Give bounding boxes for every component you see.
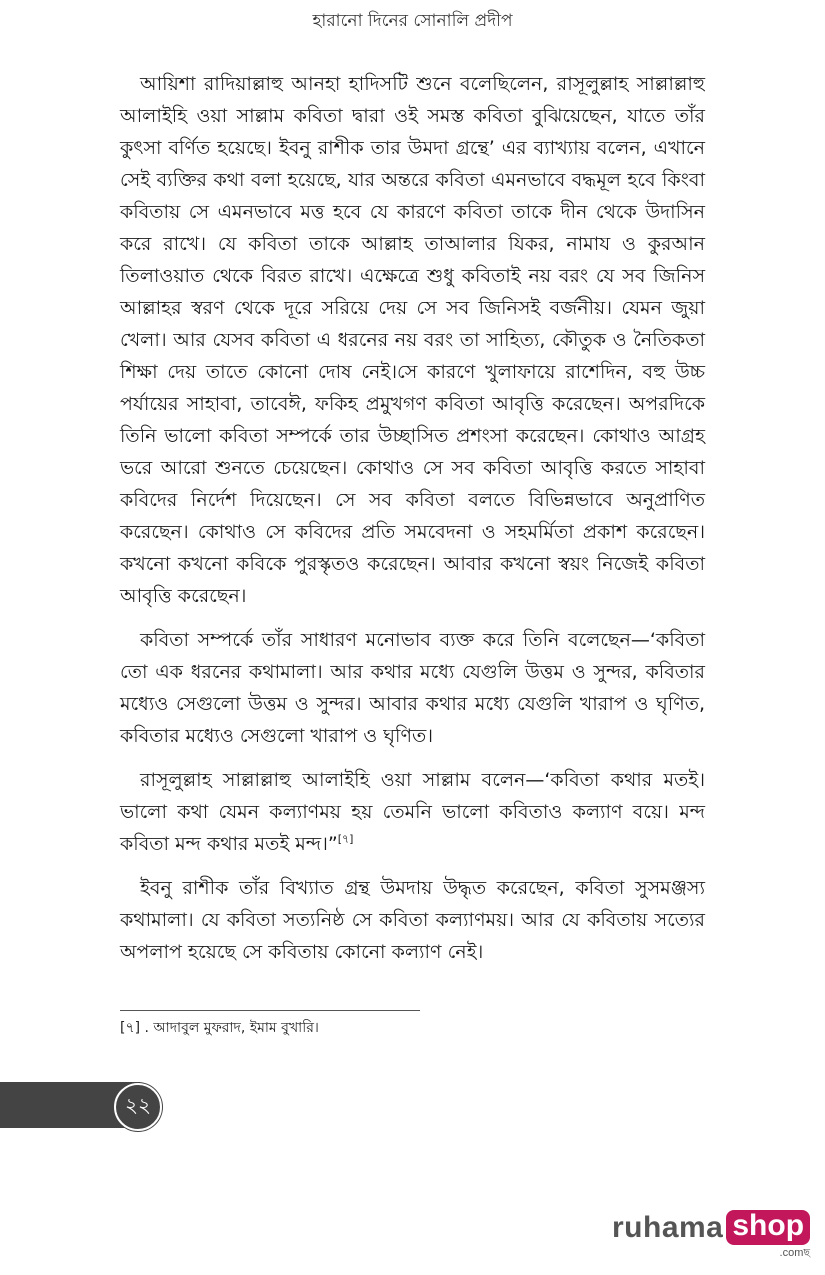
footnote: [৭] . আদাবুল মুফরাদ, ইমাম বুখারি। <box>120 1020 319 1036</box>
footnote-divider <box>120 1010 420 1011</box>
paragraph-3-text: রাসূলুল্লাহ সাল্লাল্লাহু আলাইহি ওয়া সাল্লাম বলেন—‘কবিতা কথার মতই। ভালো কথা যেমন কল্যাণময় হয় তেমনি ভালো কবিতাও কল্যাণ বয়ে। মন্দ কবিতা মন্দ কথার মতই মন্দ।” <box>120 769 705 855</box>
paragraph-3 <box>120 764 705 860</box>
logo-word: ruhama <box>612 1211 724 1244</box>
body-text <box>120 68 705 980</box>
paragraph-4: ইবনু রাশীক তাঁর বিখ্যাত গ্রন্থ উমদায় উদ্ধৃত করেছেন, কবিতা সুসমঞ্জস্য কথামালা। যে কবিতা সত্যনিষ্ঠ সে কবিতা কল্যাণময়। আর যে কবিতায় সত্যের অপলাপ হয়েছে সে কবিতায় কোনো কল্যাণ নেই। <box>120 877 705 963</box>
footnote-reference[interactable]: [৭] <box>337 832 354 846</box>
page-number: ২২ <box>114 1083 162 1131</box>
logo-shop-badge: shop <box>726 1210 810 1245</box>
logo-shop-block <box>726 1209 811 1259</box>
paragraph-2: কবিতা সম্পর্কে তাঁর সাধারণ মনোভাব ব্যক্ত করে তিনি বলেছেন—‘কবিতা তো এক ধরনের কথামালা। আর কথার মধ্যে যেগুলি উত্তম ও সুন্দর, কবিতার মধ্যেও সেগুলো উত্তম ও সুন্দর। আবার কথার মধ্যে যেগুলি খারাপ ও ঘৃণিত, কবিতার মধ্যেও সেগুলো খারাপ ও ঘৃণিত। <box>120 629 705 747</box>
ruhamashop-logo <box>612 1209 811 1259</box>
logo-domain: .comছ <box>779 1247 811 1259</box>
paragraph-1: আয়িশা রাদিয়াল্লাহু আনহা হাদিসটি শুনে বলেছিলেন, রাসূলুল্লাহ সাল্লাল্লাহু আলাইহি ওয়া সাল্লাম কবিতা দ্বারা ওই সমস্ত কবিতা বুঝিয়েছেন, যাতে তাঁর কুৎসা বর্ণিত হয়েছে। ইবনু রাশীক তার উমদা গ্রন্থে’ এর ব্যাখ্যায় বলেন, এখানে সেই ব্যক্তির কথা বলা হয়েছে, যার অন্তরে কবিতা এমনভাবে বদ্ধমূল হবে কিংবা কবিতায় সে এমনভাবে মত্ত হবে যে কারণে কবিতা তাকে দীন থেকে উদাসিন করে রাখে। যে কবিতা তাকে আল্লাহ তাআলার যিকর, নামায ও কুরআন তিলাওয়াত থেকে বিরত রাখে। এক্ষেত্রে শুধু কবিতাই নয় বরং যে সব জিনিস আল্লাহর স্বরণ থেকে দূরে সরিয়ে দেয় সে সব জিনিসই বর্জনীয়। যেমন জুয়া খেলা। আর যেসব কবিতা এ ধরনের নয় বরং তা সাহিত্য, কৌতুক ও নৈতিকতা শিক্ষা দেয় তাতে কোনো দোষ নেই।সে কারণে খুলাফায়ে রাশেদিন, বহু উচ্চ পর্যায়ের সাহাবা, তাবেঈ, ফকিহ প্রমুখগণ কবিতা আবৃত্তি করেছেন। অপরদিকে তিনি ভালো কবিতা সম্পর্কে তার উচ্ছাসিত প্রশংসা করেছেন। কোথাও আগ্রহ ভরে আরো শুনতে চেয়েছেন। কোথাও সে সব কবিতা আবৃত্তি করতে সাহাবা কবিদের নির্দেশ দিয়েছেন। সে সব কবিতা বলতে বিভিন্নভাবে অনুপ্রাণিত করেছেন। কোথাও সে কবিদের প্রতি সমবেদনা ও সহমর্মিতা প্রকাশ করেছেন। কখনো কখনো কবিকে পুরস্কৃতও করেছেন। আবার কখনো স্বয়ং নিজেই কবিতা আবৃত্তি করেছেন। <box>120 73 705 607</box>
running-header: হারানো দিনের সোনালি প্রদীপ <box>312 11 513 31</box>
